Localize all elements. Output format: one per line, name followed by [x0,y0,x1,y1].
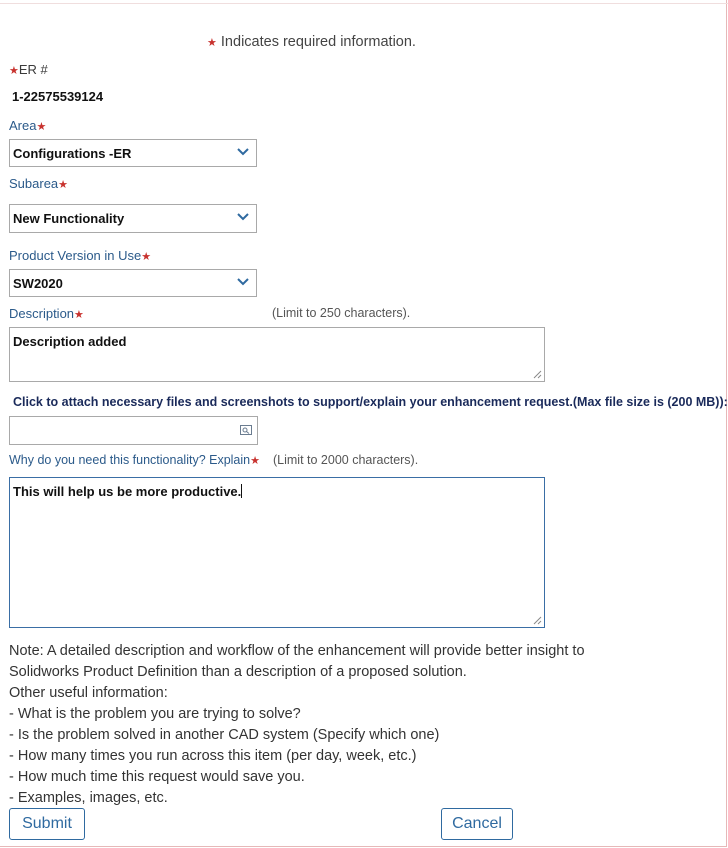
note-line: - How many times you run across this item (per day, week, etc.) [9,748,417,764]
required-star-icon: ★ [207,37,217,49]
note-line: - What is the problem you are trying to solve? [9,706,301,722]
browse-glyph-icon [241,426,251,434]
product-version-label: Product Version in Use [9,248,142,263]
submit-button[interactable]: Submit [9,808,85,840]
why-label-row [9,453,260,467]
why-limit: (Limit to 2000 characters). [273,453,419,467]
subarea-label: Subarea [9,176,59,191]
note-line: - How much time this request would save you. [9,769,305,785]
note-line: Note: A detailed description and workflow of the enhancement will provide better insight to [9,643,585,659]
note-line: - Examples, images, etc. [9,790,168,806]
area-label: Area [9,118,37,133]
cancel-button[interactable]: Cancel [441,808,513,840]
top-divider [0,3,728,4]
area-label-row [9,118,46,133]
note-line: Other useful information: [9,685,168,701]
subarea-select[interactable] [9,204,257,233]
required-star-icon: ★ [141,251,152,263]
why-value: This will help us be more productive. [13,484,242,499]
chevron-down-icon [236,276,250,288]
required-star-icon: ★ [250,455,260,467]
why-label: Why do you need this functionality? Explain [9,453,251,467]
attach-files-link[interactable]: Click to attach necessary files and screenshots to support/explain your enhancement request.(Max file size is (200 MB)): [13,395,728,409]
resize-grip-icon[interactable] [533,616,542,625]
description-limit: (Limit to 250 characters). [272,306,411,320]
product-version-select[interactable] [9,269,257,297]
chevron-down-icon [236,211,250,223]
er-label-row [9,61,48,79]
area-select[interactable] [9,139,257,167]
er-value: 1-22575539124 [12,89,104,104]
subarea-selected-value: New Functionality [13,211,125,226]
required-star-icon: ★ [58,179,69,191]
product-version-label-row [9,248,151,263]
subarea-label-row [9,176,68,191]
required-star-icon: ★ [9,65,19,77]
resize-grip-icon[interactable] [533,370,542,379]
note-line: Solidworks Product Definition than a description of a proposed solution. [9,664,467,680]
note-line: - Is the problem solved in another CAD system (Specify which one) [9,727,440,743]
browse-file-icon[interactable] [240,425,252,435]
description-textarea[interactable] [9,327,545,382]
description-label-row [9,306,84,321]
description-label: Description [9,306,75,321]
required-note-text: Indicates required information. [220,34,416,50]
er-label: ER # [18,62,48,77]
description-value: Description added [13,334,127,349]
chevron-down-icon [236,146,250,158]
required-star-icon: ★ [74,309,84,321]
why-textarea[interactable] [9,477,545,628]
note-block [9,641,585,809]
required-star-icon: ★ [36,121,47,133]
area-selected-value: Configurations -ER [13,146,132,161]
required-note [207,34,416,50]
file-upload-field[interactable] [9,416,258,445]
product-version-selected-value: SW2020 [13,276,63,291]
